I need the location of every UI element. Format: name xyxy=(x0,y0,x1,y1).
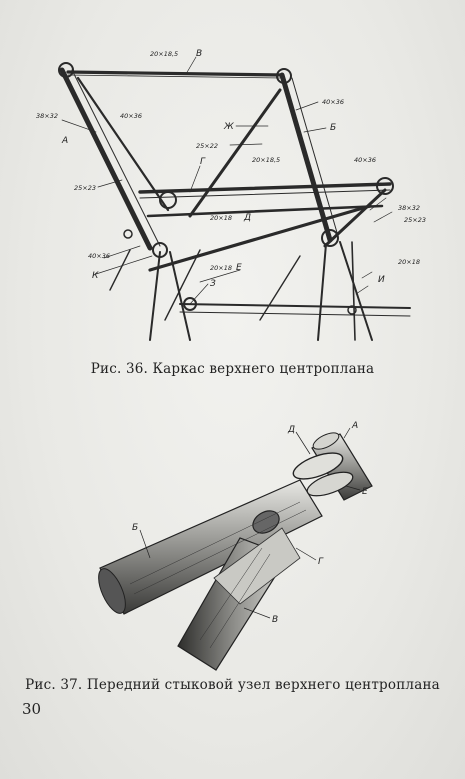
fig36-label-38x32-right: 38×32 xyxy=(398,204,420,212)
fig36-label-25x22: 25×22 xyxy=(196,142,218,150)
fig36-label-20x18-c: 20×18 xyxy=(398,258,420,266)
fig36-label-20x18-5-mid: 20×18,5 xyxy=(252,156,281,164)
fig36-label-letter-g: Г xyxy=(200,157,206,167)
fig37-label-letter-a: А xyxy=(352,421,359,431)
page-number: 30 xyxy=(22,700,42,718)
fig37-label-letter-b: Б xyxy=(132,523,139,533)
figure-36-caption: Рис. 36. Каркас верхнего центроплана xyxy=(90,361,375,377)
fig36-label-40x36-mid: 40×36 xyxy=(354,156,376,164)
figure-37-caption: Рис. 37. Передний стыковой узел верхнего центроплана xyxy=(25,677,440,693)
fig36-label-letter-zh: Ж xyxy=(224,122,234,132)
figure-36-frame-drawing xyxy=(0,20,465,370)
fig36-label-25x23-left: 25×23 xyxy=(74,184,96,192)
fig36-label-25x23-right: 25×23 xyxy=(404,216,426,224)
fig37-label-letter-e: Е xyxy=(362,487,368,497)
fig36-label-letter-a: А xyxy=(62,136,69,146)
fig36-label-20x18-b: 20×18 xyxy=(210,264,232,272)
fig36-label-40x36-low: 40×36 xyxy=(88,252,110,260)
fig37-label-letter-g: Г xyxy=(318,557,324,567)
figure-37-joint-drawing xyxy=(0,408,465,678)
fig36-label-letter-d: Д xyxy=(244,213,252,223)
fig36-label-letter-b-top: В xyxy=(196,49,203,59)
fig36-label-letter-i: И xyxy=(378,275,385,285)
fig36-label-38x32-left: 38×32 xyxy=(36,112,58,120)
fig36-label-letter-k: К xyxy=(92,271,99,281)
fig36-label-20x18-a: 20×18 xyxy=(210,214,232,222)
fig36-label-letter-z: З xyxy=(210,279,216,289)
fig36-label-letter-b-right: Б xyxy=(330,123,337,133)
fig37-label-letter-v: В xyxy=(272,615,279,625)
fig36-label-40x36-right: 40×36 xyxy=(322,98,344,106)
fig36-label-20x18-5-top: 20×18,5 xyxy=(150,50,179,58)
fig36-label-letter-e: Е xyxy=(236,263,242,273)
fig36-label-40x36-left: 40×36 xyxy=(120,112,142,120)
fig37-label-letter-d: Д xyxy=(288,425,296,435)
